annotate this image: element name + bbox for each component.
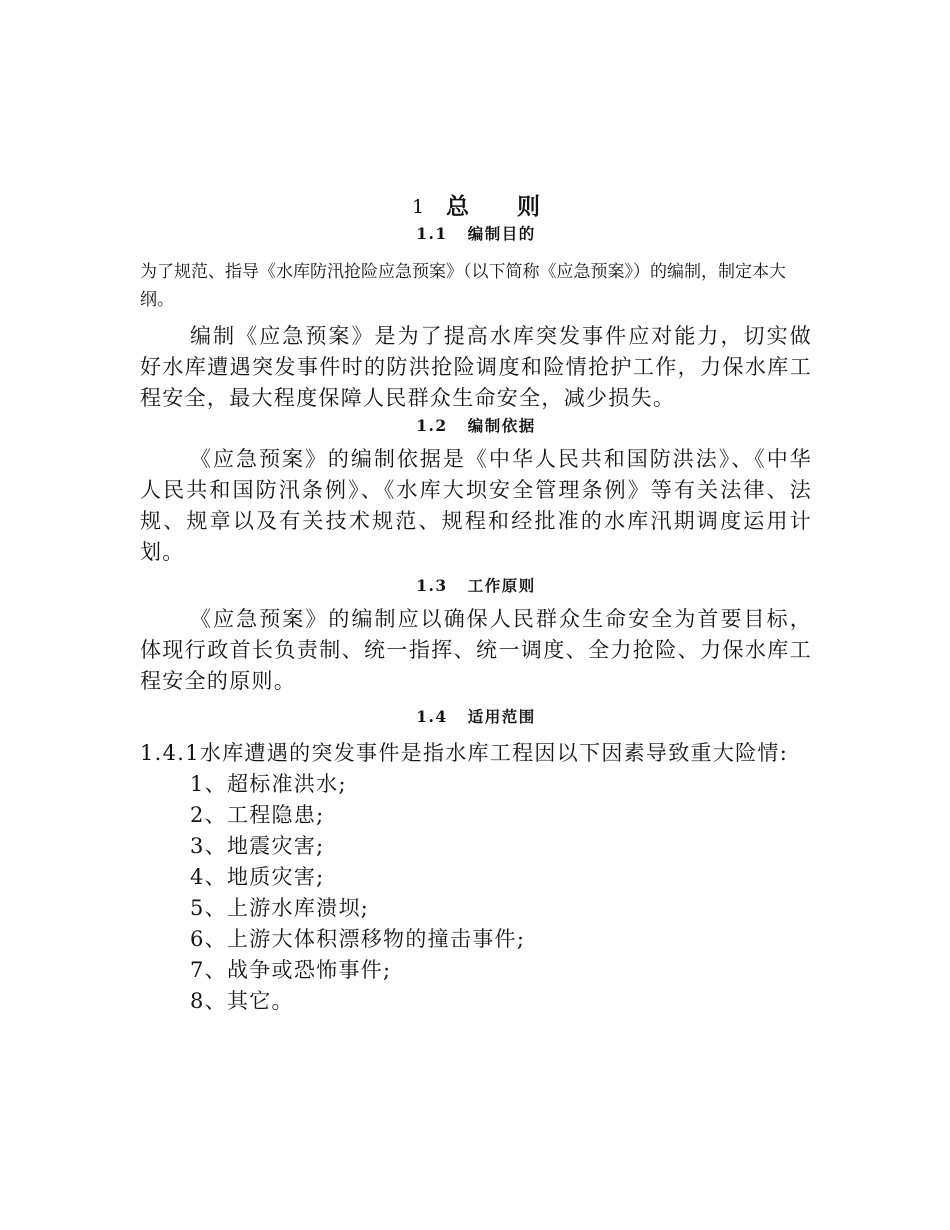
section-number: 1.3	[416, 576, 448, 595]
list-item: 6、上游大体积漂移物的撞击事件;	[190, 927, 526, 951]
paragraph: 为了规范、指导《水库防汛抢险应急预案》（以下简称《应急预案》）的编制，制定本大纲。	[140, 262, 786, 310]
section-title: 适用范围	[467, 707, 536, 726]
list-item: 8、其它。	[190, 989, 294, 1013]
list-item: 7、战争或恐怖事件;	[190, 958, 392, 982]
paragraph: 《应急预案》的编制依据是《中华人民共和国防洪法》、《中华人民共和国防汛条例》、《水库大坝安全管理条例》等有关法律、法规、规章以及有关技术规范、规程和经批准的水库汛期调度运用计划。	[140, 447, 812, 564]
section-heading-1-1	[140, 224, 812, 244]
list-item: 2、工程隐患;	[190, 803, 325, 827]
list-item: 4、地质灾害;	[190, 865, 325, 889]
section-number: 1.2	[416, 416, 448, 435]
document-body	[140, 184, 812, 1017]
section-title: 编制依据	[467, 416, 536, 435]
list-item: 5、上游水库溃坝;	[190, 896, 370, 920]
chapter-heading	[140, 184, 812, 224]
section-heading-1-4	[140, 707, 812, 727]
factor-list	[140, 769, 812, 1017]
paragraph: 编制《应急预案》是为了提高水库突发事件应对能力，切实做好水库遭遇突发事件时的防洪抢险调度和险情抢护工作，力保水库工程安全，最大程度保障人民群众生命安全，减少损失。	[140, 324, 812, 410]
chapter-title: 总则	[446, 192, 589, 220]
paragraph: 1.4.1水库遭遇的突发事件是指水库工程因以下因素导致重大险情:	[140, 741, 789, 765]
list-item: 3、地震灾害;	[190, 834, 325, 858]
section-heading-1-3	[140, 576, 812, 596]
section-number: 1.4	[416, 707, 448, 726]
chapter-number: 1	[411, 195, 425, 218]
section-title: 工作原则	[467, 576, 536, 595]
section-title: 编制目的	[467, 224, 536, 243]
list-item: 1、超标准洪水;	[190, 772, 347, 796]
paragraph: 《应急预案》的编制应以确保人民群众生命安全为首要目标，体现行政首长负责制、统一指挥、统一调度、全力抢险、力保水库工程安全的原则。	[140, 607, 812, 693]
section-number: 1.1	[416, 224, 448, 243]
section-heading-1-2	[140, 416, 812, 436]
